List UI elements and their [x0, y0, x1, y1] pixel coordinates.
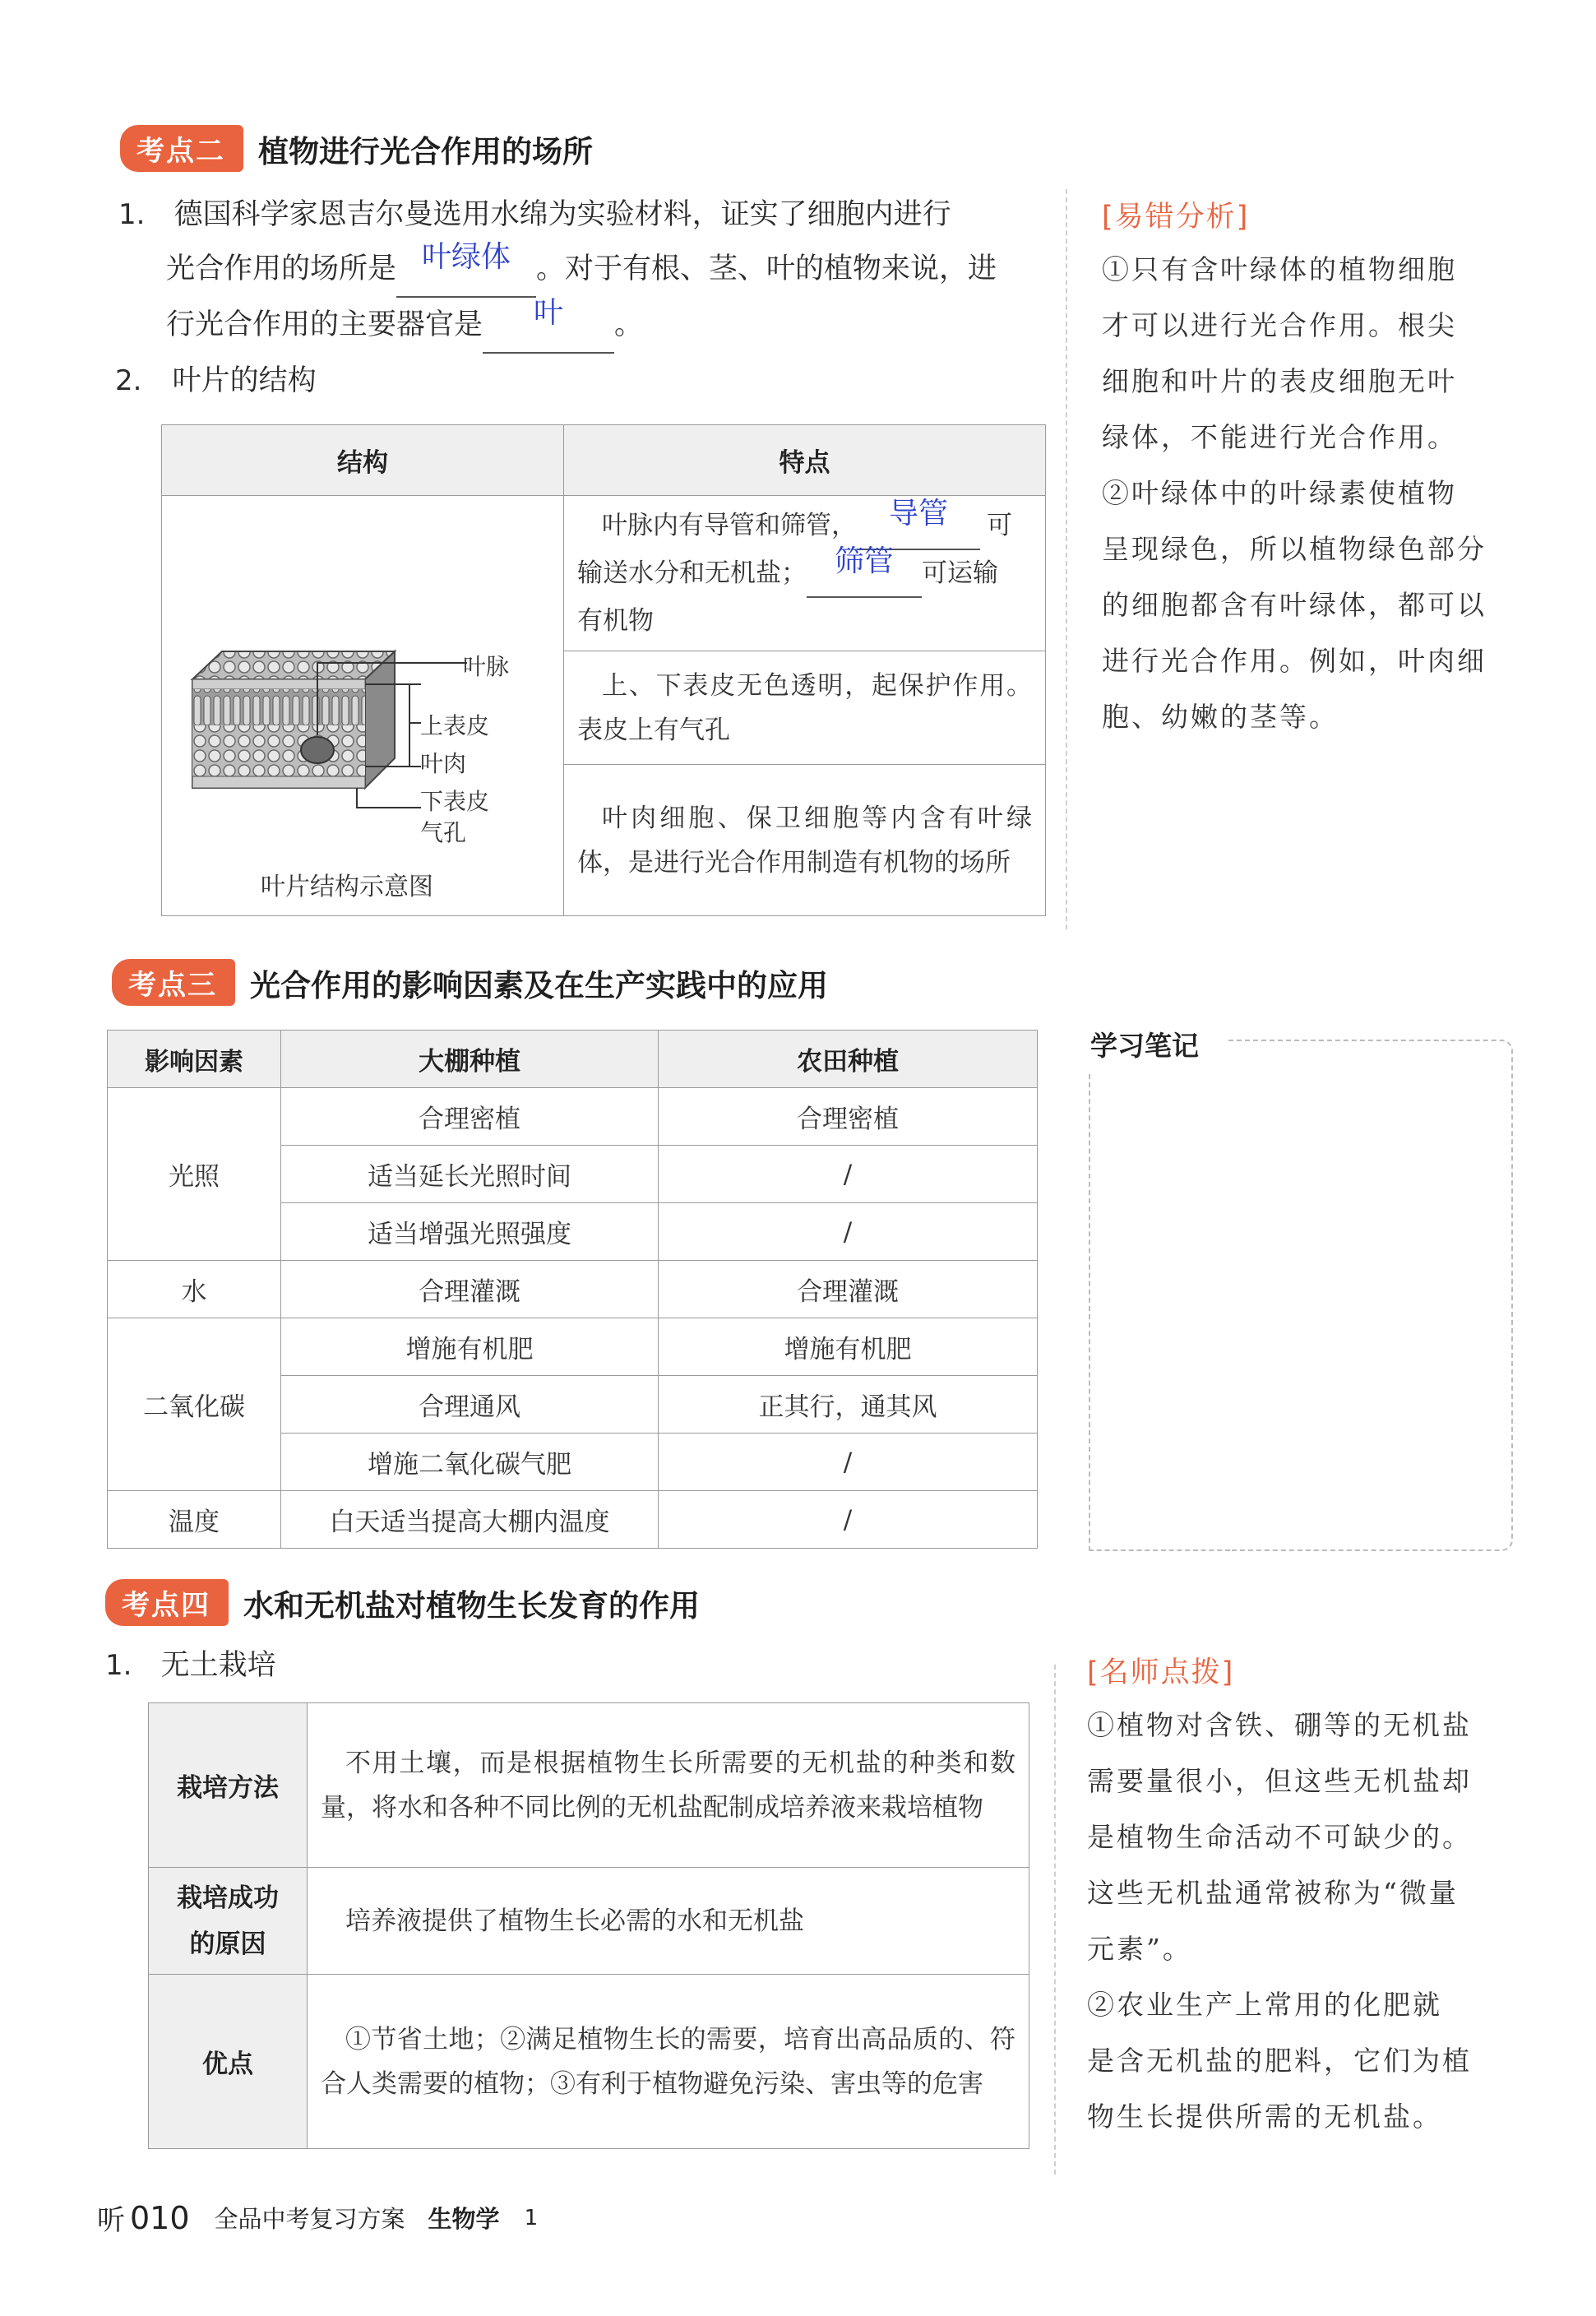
table-cell: 合理灌溉 — [659, 1261, 1038, 1318]
section4-header — [105, 1579, 700, 1626]
table-cell: 白天适当提高大棚内温度 — [281, 1491, 659, 1549]
notes-bottom-border — [1089, 1549, 1230, 1551]
side1-title: [易错分析] — [1102, 201, 1250, 234]
answer-vessel: 导管 — [888, 497, 948, 530]
table-cell: / — [659, 1146, 1038, 1203]
q1-line1: 德国科学家恩吉尔曼选用水绵为实验材料，证实了细胞内进行 — [173, 198, 951, 231]
side2-line: 物生长提供所需的无机盐。 — [1087, 2101, 1442, 2133]
side2-line: 元素”。 — [1087, 1933, 1192, 1965]
book-title: 全品中考复习方案 — [214, 2205, 405, 2233]
page-number: 010 — [130, 2199, 190, 2236]
section2-header — [120, 125, 593, 172]
factor-co2: 二氧化碳 — [108, 1318, 281, 1491]
label-mesophyll: 叶肉 — [420, 750, 467, 777]
section3-title: 光合作用的影响因素及在生产实践中的应用 — [250, 967, 828, 1003]
table-cell: 增施二氧化碳气肥 — [281, 1434, 659, 1491]
section3-badge: 考点三 — [112, 959, 235, 1006]
leaf-diagram-cell — [162, 496, 564, 916]
section2-badge: 考点二 — [120, 125, 243, 172]
column-divider-bottom — [1054, 1665, 1056, 2175]
q1-line3b: 。 — [614, 308, 644, 341]
header-factor: 影响因素 — [108, 1031, 281, 1088]
answer-sieve-tube: 筛管 — [834, 544, 894, 578]
table-cell: 适当增强光照强度 — [281, 1203, 659, 1261]
side1-line: 绿体，不能进行光合作用。 — [1102, 421, 1457, 453]
table-cell: / — [659, 1434, 1038, 1491]
label-upper-epidermis: 上表皮 — [420, 712, 490, 739]
table-cell: 合理密植 — [659, 1088, 1038, 1146]
section4-title: 水和无机盐对植物生长发育的作用 — [243, 1587, 700, 1624]
label-lower-epidermis: 下表皮 — [420, 788, 490, 815]
feature1-a: 叶脉内有导管和筛管， — [602, 511, 857, 540]
question-2 — [115, 354, 317, 408]
section3-header — [112, 959, 828, 1006]
row-text-method: 不用土壤，而是根据植物生长所需要的无机盐的种类和数量，将水和各种不同比例的无机盐配制成培养液来栽培植物 — [308, 1703, 1029, 1868]
leaf-cross-section-diagram — [163, 497, 562, 915]
feature1-b: 可 — [987, 511, 1012, 540]
side1-line: ①只有含叶绿体的植物细胞 — [1102, 253, 1457, 285]
feature1-d: 可运输 — [922, 558, 998, 588]
row-head-method: 栽培方法 — [149, 1703, 308, 1868]
side1-line: 胞、幼嫩的茎等。 — [1102, 701, 1339, 733]
q2-number: 2. — [115, 364, 142, 397]
side1-line: 的细胞都含有叶绿体，都可以 — [1102, 589, 1487, 621]
q1-line2b: 。对于有根、茎、叶的植物来说，进 — [536, 252, 997, 285]
notes-left-border — [1089, 1074, 1090, 1551]
table-cell: 合理密植 — [281, 1088, 659, 1146]
table-cell: 合理灌溉 — [281, 1261, 659, 1318]
side2-line: 是含无机盐的肥料，它们为植 — [1087, 2045, 1472, 2077]
footer-prefix: 听 — [97, 2204, 125, 2237]
footer-mark: 1 — [524, 2205, 539, 2230]
row-text-advantage: ①节省土地；②满足植物生长的需要，培育出高品质的、符合人类需要的植物；③有利于植物避免污染、害虫等的危害 — [308, 1975, 1029, 2149]
q1-number: 1. — [118, 198, 146, 231]
column-divider-top — [1066, 189, 1067, 929]
table-cell: / — [659, 1203, 1038, 1261]
factors-table — [107, 1030, 1038, 1549]
header-feature: 特点 — [564, 425, 1046, 496]
feature1-e: 有机物 — [577, 606, 654, 636]
side1-line: 呈现绿色，所以植物绿色部分 — [1102, 533, 1487, 565]
feature-mesophyll: 叶肉细胞、保卫细胞等内含有叶绿体，是进行光合作用制造有机物的场所 — [564, 765, 1046, 916]
leaf-structure-table — [161, 424, 1046, 916]
q2-title: 叶片的结构 — [172, 364, 317, 397]
factor-light: 光照 — [108, 1088, 281, 1261]
q1-line3a: 行光合作用的主要器官是 — [166, 308, 483, 341]
side2-line: 是植物生命活动不可缺少的。 — [1087, 1821, 1472, 1853]
factor-water: 水 — [108, 1261, 281, 1318]
table-cell: 正其行，通其风 — [659, 1376, 1038, 1434]
answer-chloroplast: 叶绿体 — [422, 240, 511, 274]
header-structure: 结构 — [162, 425, 564, 496]
label-vein: 叶脉 — [463, 653, 510, 680]
side2-line: ②农业生产上常用的化肥就 — [1087, 1989, 1442, 2021]
side-note-teacher-tips — [1087, 1650, 1515, 2145]
page-footer — [97, 2198, 538, 2238]
side1-line: 进行光合作用。例如，叶肉细 — [1102, 645, 1487, 677]
s4-q1-title: 无土栽培 — [160, 1649, 276, 1682]
row-head-reason: 栽培成功的原因 — [149, 1868, 308, 1975]
notes-area[interactable] — [1228, 1040, 1513, 1551]
q1-line2a: 光合作用的场所是 — [166, 252, 397, 285]
answer-blank-sieve[interactable] — [807, 544, 922, 598]
table-cell: 增施有机肥 — [659, 1318, 1038, 1376]
notes-title: 学习笔记 — [1090, 1030, 1199, 1062]
diagram-caption: 叶片结构示意图 — [261, 873, 433, 901]
side1-line: 才可以进行光合作用。根尖 — [1102, 309, 1457, 341]
side2-line: 这些无机盐通常被称为“微量 — [1087, 1877, 1459, 1909]
table-cell: 增施有机肥 — [281, 1318, 659, 1376]
label-stoma: 气孔 — [420, 819, 467, 846]
table-cell: 适当延长光照时间 — [281, 1146, 659, 1203]
feature-vein — [564, 496, 1046, 651]
section4-badge: 考点四 — [105, 1579, 229, 1626]
question-s4-1 — [105, 1638, 276, 1693]
side2-line: ①植物对含铁、硼等的无机盐 — [1087, 1709, 1472, 1741]
feature-epidermis: 上、下表皮无色透明，起保护作用。表皮上有气孔 — [564, 651, 1046, 765]
factor-temperature: 温度 — [108, 1491, 281, 1549]
s4-q1-number: 1. — [105, 1649, 132, 1682]
answer-blank-2[interactable] — [483, 298, 614, 354]
side1-line: 细胞和叶片的表皮细胞无叶 — [1102, 365, 1457, 397]
soilless-culture-table — [148, 1702, 1029, 2149]
side-note-error-analysis — [1102, 194, 1513, 745]
subject: 生物学 — [428, 2205, 500, 2233]
feature1-c: 输送水分和无机盐； — [577, 558, 807, 588]
study-notes[interactable] — [1089, 1025, 1513, 1551]
header-greenhouse: 大棚种植 — [281, 1031, 659, 1088]
row-text-reason: 培养液提供了植物生长必需的水和无机盐 — [308, 1868, 1029, 1975]
side1-line: ②叶绿体中的叶绿素使植物 — [1102, 477, 1457, 509]
table-cell: 合理通风 — [281, 1376, 659, 1434]
answer-leaf: 叶 — [534, 296, 564, 330]
table-cell: / — [659, 1491, 1038, 1549]
side2-line: 需要量很小，但这些无机盐却 — [1087, 1765, 1472, 1797]
header-field: 农田种植 — [659, 1031, 1038, 1088]
row-head-advantage: 优点 — [149, 1975, 308, 2149]
side2-title: [名师点拨] — [1087, 1656, 1235, 1689]
section2-title: 植物进行光合作用的场所 — [258, 133, 593, 169]
question-1 — [118, 188, 1056, 354]
